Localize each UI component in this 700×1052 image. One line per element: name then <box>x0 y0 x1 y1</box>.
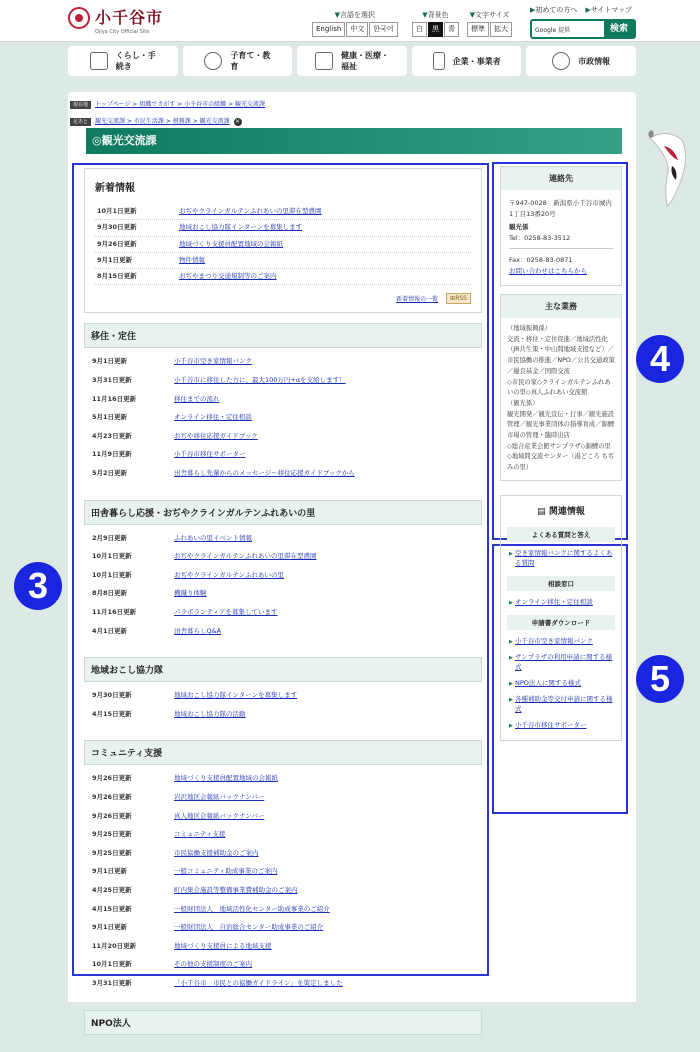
contact-dept: 観光係 <box>509 223 529 231</box>
item-link[interactable]: 一般財団法人 自治総合センター助成事業のご紹介 <box>174 923 324 932</box>
building-icon <box>433 52 445 70</box>
update-date: 9月26日更新 <box>92 774 132 783</box>
global-nav <box>68 46 636 76</box>
site-logo[interactable] <box>68 7 164 35</box>
language-label: 言語を選択 <box>339 11 375 19</box>
marker-3: 3 <box>14 562 62 610</box>
item-link[interactable]: おぢやクラインガルテンふれあいの里 <box>174 570 284 579</box>
contact-tel: Tel：0258-83-3512 <box>509 233 613 249</box>
bgcolor-label: 背景色 <box>427 11 449 19</box>
list-item <box>84 390 482 409</box>
category-section <box>84 740 482 992</box>
rss-button[interactable]: ⊞RSS <box>446 293 471 304</box>
document-icon: ▤ <box>537 506 549 517</box>
item-link[interactable]: 地域おこし協力隊インターンを募集します <box>179 223 303 232</box>
section-heading: NPO法人 <box>84 1010 482 1035</box>
list-item <box>84 371 482 390</box>
bgcolor-black-button[interactable]: 黒 <box>428 22 443 37</box>
side-column <box>500 166 622 749</box>
triangle-down-icon: ▼ <box>469 11 475 19</box>
list-item <box>84 769 482 788</box>
info-icon <box>552 52 570 70</box>
update-date: 11月16日更新 <box>92 394 137 403</box>
item-link[interactable]: 岩沢地区会報紙バックナンバー <box>174 792 265 801</box>
content-column <box>84 168 482 1052</box>
related-link-item <box>501 718 621 734</box>
fontsize-selector <box>467 10 512 37</box>
category-sections <box>84 323 482 1034</box>
list-item <box>84 900 482 919</box>
item-link[interactable]: おぢやまつり交通規制等のご案内 <box>179 272 277 281</box>
update-date: 3月31日更新 <box>92 376 132 385</box>
related-link[interactable]: ▶ サンプラザの利用申請に関する様式 <box>515 652 613 671</box>
related-link[interactable]: ▶ NPO法人に関する様式 <box>515 678 581 687</box>
koi-illustration <box>642 128 692 208</box>
list-item <box>84 584 482 603</box>
gnav-childcare[interactable] <box>183 46 293 76</box>
update-date: 9月26日更新 <box>92 792 132 801</box>
gnav-label: 企業・事業者 <box>452 56 501 66</box>
consult-subheading: 相談窓口 <box>507 576 615 591</box>
language-korean-button[interactable]: 한국어 <box>369 22 397 37</box>
related-link-item <box>501 634 621 650</box>
related-link-item <box>501 595 621 611</box>
item-link[interactable]: 小千谷市に移住した方に、最大100万円+αを支給します！ <box>174 376 346 385</box>
item-link[interactable]: 町内集会施設等整備事業費補助金のご案内 <box>174 885 298 894</box>
logo-title: 小千谷市 <box>95 8 164 27</box>
search-input[interactable]: Google 提供 <box>535 27 571 34</box>
list-item <box>84 686 482 705</box>
triangle-down-icon: ▼ <box>422 11 428 19</box>
fontsize-large-button[interactable]: 拡大 <box>490 22 512 37</box>
item-link[interactable]: 移住までの流れ <box>174 394 220 403</box>
news-heading: 新着情報 <box>95 183 135 194</box>
related-link-item <box>501 546 621 572</box>
list-item <box>95 253 471 269</box>
item-link[interactable]: 「小千谷市 市民との協働ガイドライン」を策定しました <box>174 978 343 987</box>
list-item <box>84 918 482 937</box>
city-seal-icon <box>68 7 90 29</box>
update-date: 10月1日更新 <box>97 207 137 215</box>
bgcolor-selector <box>412 10 459 37</box>
item-link[interactable]: 一般財団法人 地域活性化センター助成事業のご紹介 <box>174 904 330 913</box>
breadcrumb-history-path[interactable]: 観光交流課 > 市民生活課 > 税務課 > 観光交流課 <box>95 118 230 125</box>
rss-icon: ⊞ <box>450 295 456 303</box>
item-link[interactable]: 地域づくり支援員配置地域の会報紙 <box>174 774 278 783</box>
category-section <box>84 1010 482 1035</box>
update-date: 10月1日更新 <box>92 960 132 969</box>
bgcolor-blue-button[interactable]: 青 <box>444 22 459 37</box>
item-link[interactable]: オンライン移住・定住相談 <box>174 413 252 422</box>
list-item <box>84 622 482 641</box>
fontsize-standard-button[interactable]: 標準 <box>467 22 489 37</box>
update-date: 8月8日更新 <box>92 589 128 598</box>
sitemap-link[interactable]: ▶サイトマップ <box>585 6 633 14</box>
list-item <box>84 881 482 900</box>
list-item <box>84 955 482 974</box>
bgcolor-white-button[interactable]: 白 <box>412 22 427 37</box>
update-date: 4月15日更新 <box>92 904 132 913</box>
news-more-link[interactable]: 新着情報の一覧 <box>396 296 439 304</box>
list-item <box>84 529 482 548</box>
update-date: 3月31日更新 <box>92 978 132 987</box>
related-link-item <box>501 650 621 676</box>
language-english-button[interactable]: English <box>312 22 345 37</box>
update-date: 9月25日更新 <box>92 830 132 839</box>
item-link[interactable]: 一般コミュニティ助成事業のご案内 <box>174 867 278 876</box>
contact-box <box>500 166 622 286</box>
triangle-down-icon: ▼ <box>334 11 340 19</box>
triangle-right-icon: ▶ <box>530 6 536 14</box>
document-icon <box>90 52 108 70</box>
category-section <box>84 657 482 723</box>
item-link[interactable]: コミュニティ支援 <box>174 830 226 839</box>
list-item <box>84 352 482 371</box>
contact-inquiry-link[interactable]: お問い合わせはこちらから <box>509 267 587 275</box>
list-item <box>84 844 482 863</box>
update-date: 9月30日更新 <box>92 691 132 700</box>
news-box <box>84 168 482 313</box>
contact-address: 〒947-0028 新潟県小千谷市城内1丁目13番20号 <box>509 199 612 218</box>
contact-fax: Fax：0258-83-0871 <box>509 256 573 264</box>
update-date: 9月1日更新 <box>92 923 128 932</box>
item-link[interactable]: おぢやクラインガルテンふれあいの里滞在型農園 <box>179 207 322 215</box>
marker-5: 5 <box>636 655 684 703</box>
item-link[interactable]: 市民協働支援補助金のご案内 <box>174 848 259 857</box>
list-item <box>84 788 482 807</box>
list-item <box>84 547 482 566</box>
update-date: 2月9日更新 <box>92 533 128 542</box>
category-section <box>84 500 482 641</box>
item-link[interactable]: 地域おこし協力隊インターンを募集します <box>174 691 298 700</box>
breadcrumb-current-tag: 現在地 <box>70 101 91 109</box>
list-item <box>84 445 482 464</box>
update-date: 9月1日更新 <box>97 255 133 264</box>
related-heading: ▤ 関連情報 <box>537 506 585 517</box>
list-item <box>84 464 482 483</box>
gnav-label: 市政情報 <box>578 56 611 66</box>
list-item <box>84 825 482 844</box>
related-box <box>500 495 622 741</box>
item-link[interactable]: 真人地区会報紙バックナンバー <box>174 811 265 820</box>
list-item <box>84 408 482 427</box>
update-date: 5月2日更新 <box>92 469 128 478</box>
gnav-business[interactable] <box>412 46 522 76</box>
update-date: 11月20日更新 <box>92 941 137 950</box>
update-date: 4月1日更新 <box>92 626 128 635</box>
item-link[interactable]: 地域づくり支援員配置地域の会報紙 <box>179 239 283 248</box>
section-heading: 田舎暮らし応援・おぢやクラインガルテンふれあいの里 <box>84 500 482 525</box>
item-link[interactable]: ふれあいの里イベント情報 <box>174 533 252 542</box>
update-date: 5月1日更新 <box>92 413 128 422</box>
related-link[interactable]: ▶ 各種補助金等交付申請に関する様式 <box>515 694 613 713</box>
update-date: 10月1日更新 <box>92 570 132 579</box>
top-links <box>530 5 632 15</box>
item-link[interactable]: 小千谷市移住サポーター <box>174 450 246 459</box>
list-item <box>84 937 482 956</box>
item-link[interactable]: 機織り体験 <box>174 589 207 598</box>
related-link[interactable]: ▶ 空き家情報バンクに関するよくある質問 <box>515 548 613 567</box>
category-section <box>84 323 482 482</box>
list-item <box>84 566 482 585</box>
update-date: 9月25日更新 <box>92 848 132 857</box>
list-item <box>84 974 482 993</box>
update-date: 9月26日更新 <box>92 811 132 820</box>
update-date: 9月1日更新 <box>92 357 128 366</box>
item-link[interactable]: 田舎暮らしQ&A <box>174 626 222 635</box>
update-date: 9月1日更新 <box>92 867 128 876</box>
update-date: 10月1日更新 <box>92 552 132 561</box>
related-link-item <box>501 692 621 718</box>
gnav-label: 子育て・教育 <box>230 51 271 71</box>
item-link[interactable]: おぢやクラインガルテンふれあいの里滞在型農園 <box>174 552 317 561</box>
site-header <box>0 0 700 42</box>
triangle-right-icon: ▶ <box>585 6 591 14</box>
list-item <box>95 237 471 253</box>
update-date: 9月30日更新 <box>97 223 137 232</box>
section-heading: 移住・定住 <box>84 323 482 348</box>
update-date: 11月9日更新 <box>92 450 132 459</box>
item-link[interactable]: パラボランティアを募集しています <box>174 608 278 617</box>
first-visit-link[interactable]: ▶初めての方へ <box>530 6 578 14</box>
gnav-label: 健康・医療・福祉 <box>340 51 389 71</box>
item-link[interactable]: 小千谷市空き家情報バンク <box>174 357 252 366</box>
update-date: 11月16日更新 <box>92 608 137 617</box>
duties-box <box>500 294 622 481</box>
item-link[interactable]: 地域づくり支援員による地域支援 <box>174 941 272 950</box>
item-link[interactable]: おぢや移住応援ガイドブック <box>174 431 258 440</box>
list-item <box>84 807 482 826</box>
related-link[interactable]: ▶ 小千谷市移住サポーター <box>515 720 587 729</box>
language-chinese-button[interactable]: 中文 <box>346 22 368 37</box>
list-item <box>95 220 471 236</box>
related-link-item <box>501 676 621 692</box>
hospital-icon <box>315 52 333 70</box>
list-item <box>84 603 482 622</box>
update-date: 9月26日更新 <box>97 239 137 248</box>
site-search <box>530 19 636 39</box>
item-link[interactable]: その他の支援制度のご案内 <box>174 960 252 969</box>
breadcrumb-path[interactable]: トップページ > 組織でさがす > 小千谷市の組織 > 観光交流課 <box>95 101 266 108</box>
section-heading: 地域おこし協力隊 <box>84 657 482 682</box>
section-heading: コミュニティ支援 <box>84 740 482 765</box>
update-date: 4月15日更新 <box>92 709 132 718</box>
gnav-health[interactable] <box>297 46 407 76</box>
item-link[interactable]: 地域おこし協力隊の活動 <box>174 709 246 718</box>
related-link[interactable]: ▶ オンライン移住・定住相談 <box>515 597 593 606</box>
gnav-government[interactable] <box>526 46 636 76</box>
related-link[interactable]: ▶ 小千谷市空き家情報バンク <box>515 636 593 645</box>
list-item <box>84 705 482 724</box>
gnav-living[interactable] <box>68 46 178 76</box>
title-bullet-icon: ◎ <box>92 134 102 147</box>
search-button[interactable]: 検索 <box>604 21 634 37</box>
update-date: 4月23日更新 <box>92 431 132 440</box>
duties-text: （地域振興係） 交流・移住・定住促進／地域活性化（JR共生策・中山間地域支援など）／市民協働の推進／NPO／公共交通政策／優良基金／国際交流 ◇市民の家◇クラインガルテンふれあいの里◇真人ふれあい交流館 （観光係） 観光開発／観光宣伝・行事／観光施設管理／観光事業団体の指導育成／錦鯉市場の管理・臨時出店 ◇総合産業会館サンプラザ◇錦鯉の里◇地域間交流センター（湯どころ ちぢみの里） <box>507 325 615 472</box>
list-item <box>84 427 482 446</box>
family-icon <box>204 52 222 70</box>
fontsize-label: 文字サイズ <box>474 11 510 19</box>
language-selector <box>312 10 398 37</box>
list-item <box>84 862 482 881</box>
list-item <box>95 269 471 285</box>
breadcrumb <box>70 98 265 132</box>
news-list <box>95 204 471 285</box>
marker-4: 4 <box>636 335 684 383</box>
faq-subheading: よくある質問と答え <box>507 527 615 542</box>
logo-subtitle: Ojiya City Official Site <box>95 29 150 35</box>
download-subheading: 申請書ダウンロード <box>507 615 615 630</box>
item-link[interactable]: 物件情報 <box>179 255 205 264</box>
page-title: ◎観光交流課 <box>86 128 622 154</box>
gnav-label: くらし・手続き <box>115 51 156 71</box>
breadcrumb-history-tag: 足あと <box>70 118 91 126</box>
list-item <box>95 204 471 220</box>
item-link[interactable]: 田舎暮らし先輩からのメッセージ～移住応援ガイドブックから <box>174 469 355 478</box>
duties-heading: 主な業務 <box>501 295 621 318</box>
contact-heading: 連絡先 <box>501 167 621 190</box>
close-icon[interactable]: × <box>235 118 241 125</box>
update-date: 8月15日更新 <box>97 272 137 281</box>
update-date: 4月25日更新 <box>92 885 132 894</box>
